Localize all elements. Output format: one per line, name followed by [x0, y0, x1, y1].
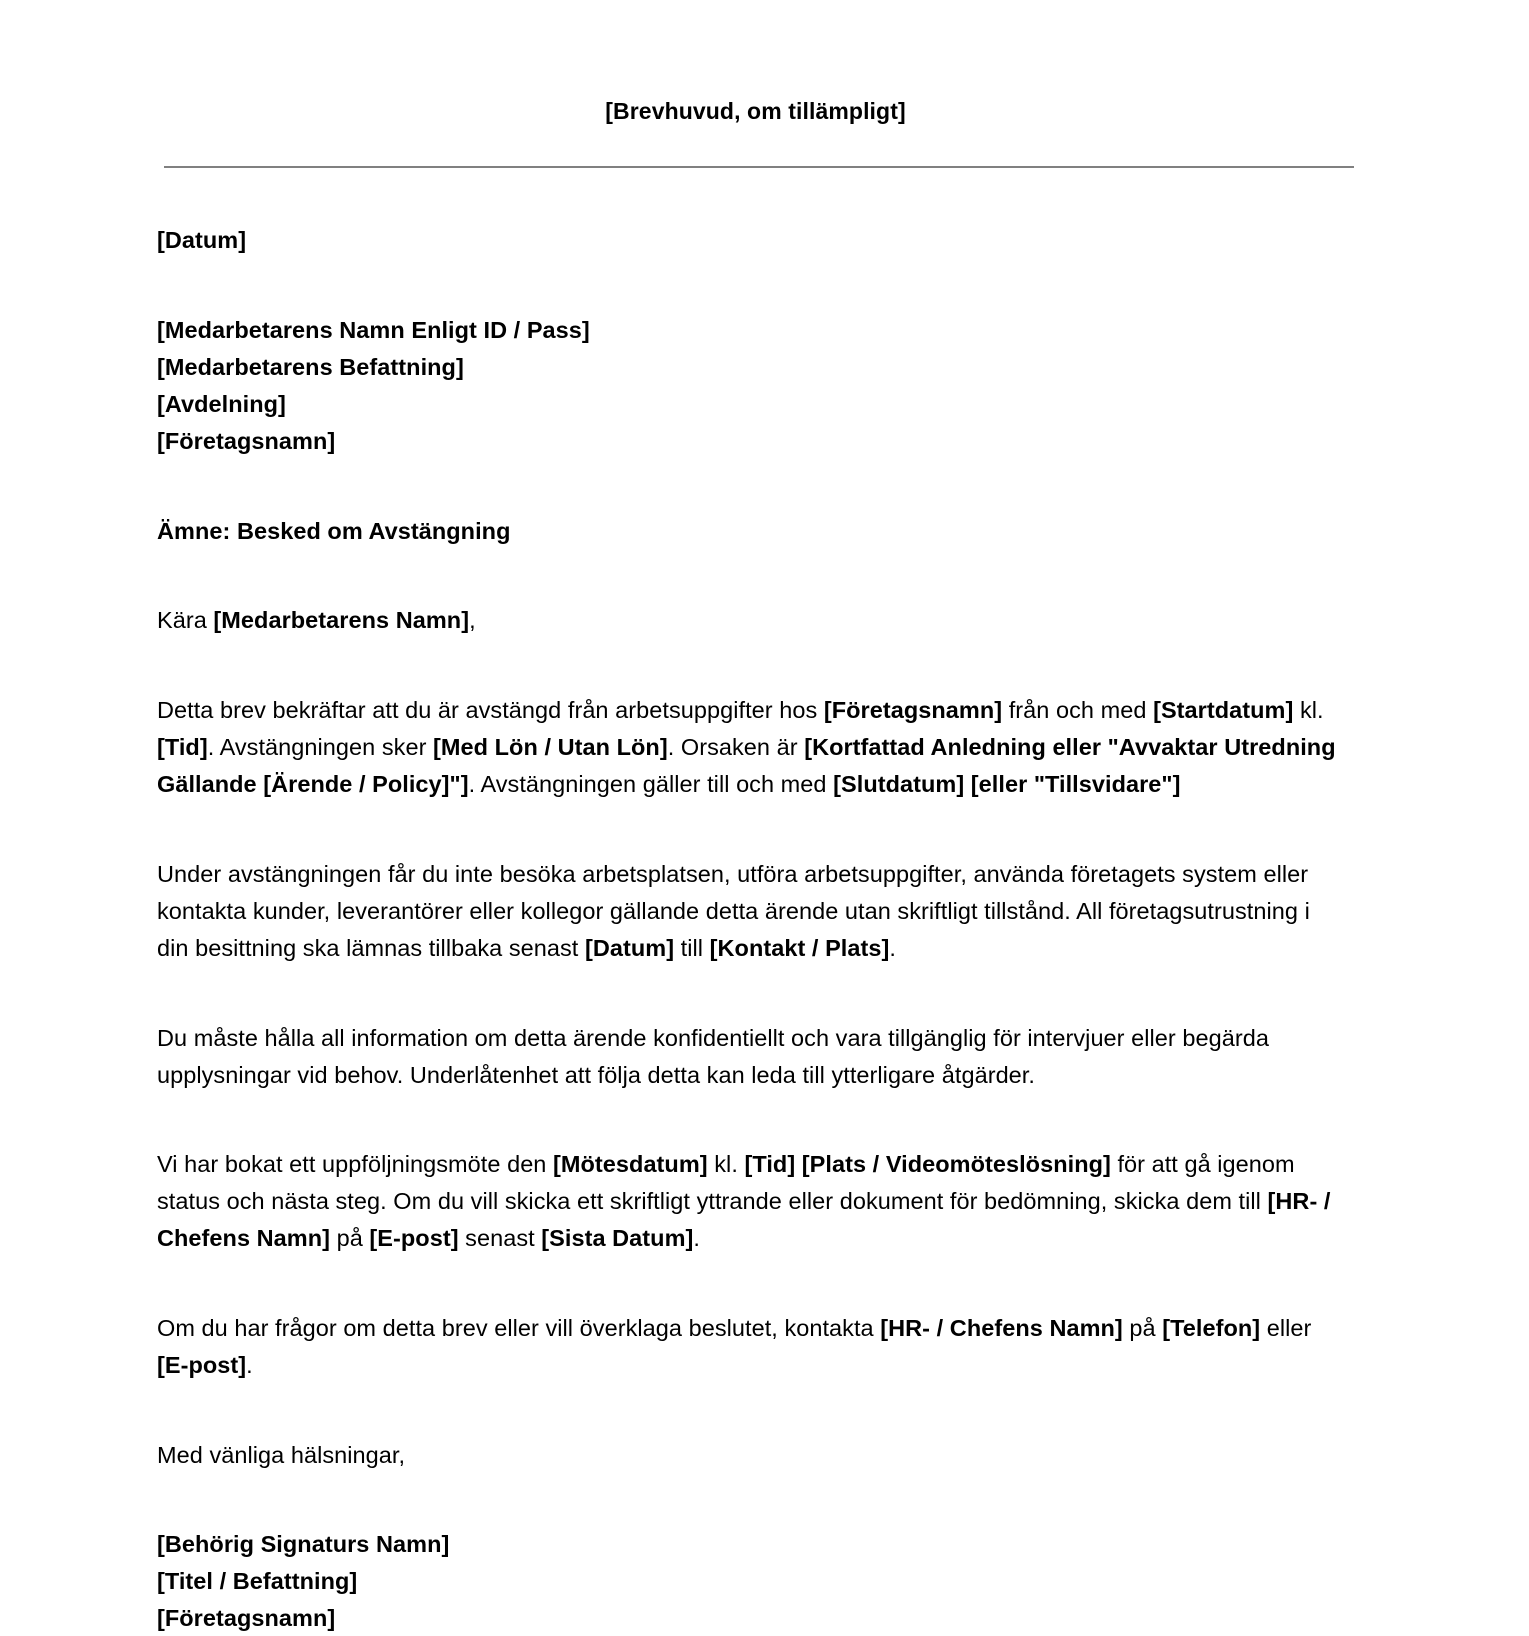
subject-line: Ämne: Besked om Avstängning	[157, 517, 511, 544]
paragraph-4-block	[157, 1146, 1340, 1257]
p4-segment-2: kl.	[707, 1151, 745, 1178]
salutation	[157, 602, 1340, 639]
p1-segment-5: . Orsaken är	[667, 734, 805, 761]
recipient-name: [Medarbetarens Namn Enligt ID / Pass]	[157, 316, 590, 343]
paragraph-1	[157, 692, 1340, 803]
signature-title: [Titel / Befattning]	[157, 1567, 358, 1594]
p4-placeholder-hr-manager-name: [HR- / Chefens Namn]	[157, 1188, 1331, 1252]
signature-company: [Företagsnamn]	[157, 1604, 336, 1631]
p5-segment-4: .	[246, 1351, 253, 1378]
p2-placeholder-contact-location: [Kontakt / Plats]	[709, 934, 890, 961]
paragraph-2	[157, 856, 1340, 967]
p4-placeholder-email: [E-post]	[369, 1225, 459, 1252]
p2-segment-2: till	[674, 934, 710, 961]
p5-segment-3: eller	[1260, 1315, 1312, 1342]
p4-segment-1: Vi har bokat ett uppföljningsmöte den	[157, 1151, 554, 1178]
p1-placeholder-company: [Företagsnamn]	[823, 697, 1003, 724]
p1-placeholder-pay-status: [Med Lön / Utan Lön]	[433, 734, 668, 761]
paragraph-5-block	[157, 1310, 1340, 1384]
signature-block	[157, 1526, 1340, 1636]
p2-segment-3: .	[889, 934, 896, 961]
p4-placeholder-time: [Tid]	[744, 1151, 796, 1178]
p1-segment-2: från och med	[1002, 697, 1154, 724]
p5-segment-1: Om du har frågor om detta brev eller vill överklaga beslutet, kontakta	[157, 1315, 881, 1342]
salutation-employee-name: [Medarbetarens Namn]	[213, 607, 470, 634]
letter-body	[0, 222, 1529, 1636]
recipient-block	[157, 312, 1340, 460]
p4-segment-5: på	[330, 1225, 370, 1252]
p5-placeholder-hr-manager-name: [HR- / Chefens Namn]	[880, 1315, 1123, 1342]
p5-placeholder-phone: [Telefon]	[1162, 1315, 1261, 1342]
subject-block	[157, 513, 1340, 550]
recipient-position: [Medarbetarens Befattning]	[157, 353, 464, 380]
paragraph-3-block	[157, 1020, 1340, 1094]
p1-segment-4: . Avstängningen sker	[207, 734, 434, 761]
p4-placeholder-meeting-date: [Mötesdatum]	[553, 1151, 708, 1178]
signature-name: [Behörig Signaturs Namn]	[157, 1530, 450, 1557]
p4-placeholder-location: [Plats / Videomöteslösning]	[801, 1151, 1111, 1178]
p1-placeholder-start-date: [Startdatum]	[1153, 697, 1294, 724]
p1-segment-1: Detta brev bekräftar att du är avstängd från arbetsuppgifter hos	[157, 697, 824, 724]
recipient-department: [Avdelning]	[157, 390, 286, 417]
paragraph-5	[157, 1310, 1340, 1384]
p5-placeholder-email: [E-post]	[157, 1351, 247, 1378]
p4-segment-6: senast	[458, 1225, 542, 1252]
closing-block	[157, 1437, 1340, 1474]
salutation-greeting: Kära	[157, 607, 214, 634]
p4-placeholder-deadline-date: [Sista Datum]	[541, 1225, 694, 1252]
salutation-comma: ,	[469, 607, 476, 634]
p2-segment-1: Under avstängningen får du inte besöka arbetsplatsen, utföra arbetsuppgifter, använda företagets system eller kontakta kunder, leverantörer eller kollegor gällande detta ärende utan skriftligt tillstånd. All företagsutrustning i din besittning ska lämnas tillbaka senast	[157, 860, 1310, 961]
p1-segment-6: . Avstängningen gäller till och med	[468, 771, 834, 798]
p1-placeholder-reason: [Kortfattad Anledning eller "Avvaktar Utredning Gällande [Ärende / Policy]"]	[157, 734, 1336, 798]
header-divider	[164, 166, 1354, 168]
p4-segment-7: .	[693, 1225, 700, 1252]
paragraph-4	[157, 1146, 1340, 1257]
p1-placeholder-time: [Tid]	[157, 734, 208, 761]
paragraph-3	[157, 1020, 1340, 1094]
date-line: [Datum]	[157, 227, 247, 254]
salutation-block	[157, 602, 1340, 639]
p4-segment-3	[795, 1151, 802, 1177]
p1-placeholder-end-date: [Slutdatum] [eller "Tillsvidare"]	[833, 771, 1181, 798]
paragraph-2-block	[157, 856, 1340, 967]
date-block	[157, 222, 1340, 259]
p4-segment-4: för att gå igenom status och nästa steg. Om du vill skicka ett skriftligt yttrande eller dokument för bedömning, skicka dem till	[157, 1151, 1295, 1215]
p3-segment-1: Du måste hålla all information om detta ärende konfidentiellt och vara tillgänglig för intervjuer eller begärda upplysningar vid behov. Underlåtenhet att följa detta kan leda till ytterligare åtgärder.	[157, 1024, 1269, 1088]
letterhead-title: [Brevhuvud, om tillämpligt]	[605, 98, 906, 124]
p5-segment-2: på	[1122, 1315, 1163, 1342]
p2-placeholder-return-date: [Datum]	[584, 934, 675, 961]
p1-segment-3: kl.	[1293, 697, 1324, 724]
paragraph-1-block	[157, 692, 1340, 803]
closing-line: Med vänliga hälsningar,	[157, 1441, 406, 1468]
recipient-company: [Företagsnamn]	[157, 427, 336, 454]
